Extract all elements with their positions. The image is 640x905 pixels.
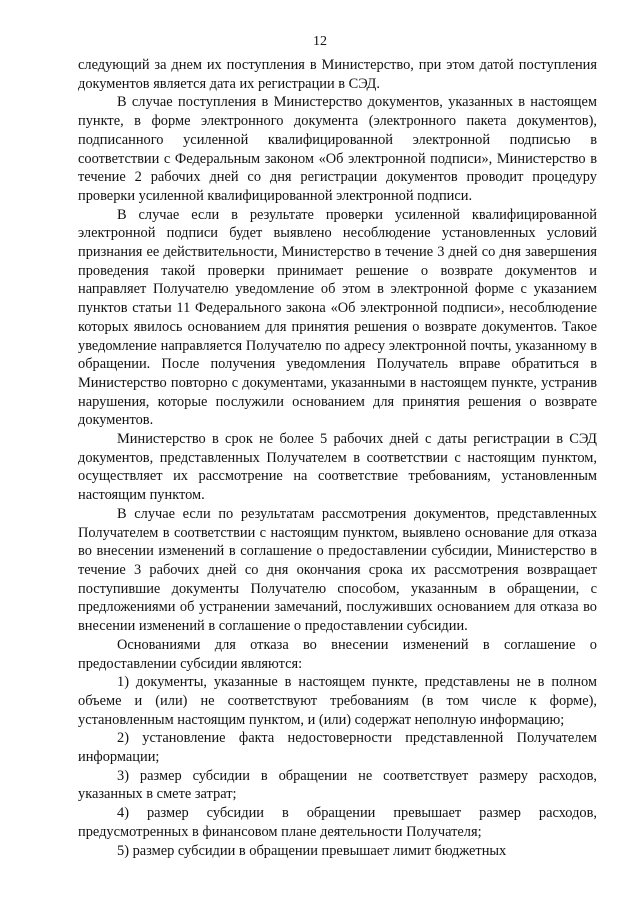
paragraph-review-period: Министерство в срок не более 5 рабочих дней с даты регистрации в СЭД документов, представленных Получателем в соответствии с настоящим пунктом, осуществляет их рассмотрение на соответствие требованиям, установленным настоящим пунктом. xyxy=(78,431,597,504)
paragraph-refusal-return: В случае если по результатам рассмотрения документов, представленных Получателем в соответствии с настоящим пунктом, выявлено основание для отказа во внесении изменений в соглашение о предоставлении субсидии, Министерство в течение 3 рабочих дней со дня окончания срока их рассмотрения возвращает поступившие документы Получателю способом, указанным в обращении, с предложениями об устранении замечаний, послуживших основанием для отказа во внесении изменений в соглашение о предоставлении субсидии. xyxy=(78,505,597,635)
list-item-ground-1: 1) документы, указанные в настоящем пункте, представлены не в полном объеме и (или) не соответствуют требованиям (в том числе к форме), установленным настоящим пунктом, и (или) содержат неполную информацию; xyxy=(78,674,597,728)
paragraph-signature-check-failure: В случае если в результате проверки усиленной квалифицированной электронной подписи будет выявлено несоблюдение установленных условий признания ее действительности, Министерство в течение 3 дней со дня завершения проведения такой проверки принимает решение о возврате документов и направляет Получателю уведомление об этом в электронной форме с указанием пунктов статьи 11 Федерального закона «Об электронной подписи», несоблюдение которых явилось основанием для принятия решения о возврате документов. Такое уведомление направляется Получателю по адресу электронной почты, указанному в обращении. После получения уведомления Получатель вправе обратиться в Министерство повторно с документами, указанными в настоящем пункте, устранив нарушения, которые послужили основанием для принятия решения о возврате документов. xyxy=(78,206,597,429)
list-item-ground-2: 2) установление факта недостоверности представленной Получателем информации; xyxy=(78,730,597,766)
page-number: 12 xyxy=(313,34,327,49)
list-item-ground-4: 4) размер субсидии в обращении превышает размер расходов, предусмотренных в финансовом плане деятельности Получателя; xyxy=(78,805,597,840)
list-item-ground-5: 5) размер субсидии в обращении превышает лимит бюджетных xyxy=(117,842,507,859)
list-item-ground-3: 3) размер субсидии в обращении не соответствует размеру расходов, указанных в смете затрат; xyxy=(78,767,597,803)
paragraph-refusal-grounds-intro: Основаниями для отказа во внесении изменений в соглашение о предоставлении субсидии являются: xyxy=(78,636,597,672)
paragraph-continuation: следующий за днем их поступления в Министерство, при этом датой поступления документов является дата их регистрации в СЭД. xyxy=(78,57,597,92)
paragraph-electronic-submission: В случае поступления в Министерство документов, указанных в настоящем пункте, в форме электронного документа (электронного пакета документов), подписанного усиленной квалифицированной электронной подписью в соответствии с Федеральным законом «Об электронной подписи», Министерство в течение 2 рабочих дней со дня регистрации документов проводит процедуру проверки усиленной квалифицированной электронной подписи. xyxy=(78,94,597,204)
document-body xyxy=(78,56,597,860)
